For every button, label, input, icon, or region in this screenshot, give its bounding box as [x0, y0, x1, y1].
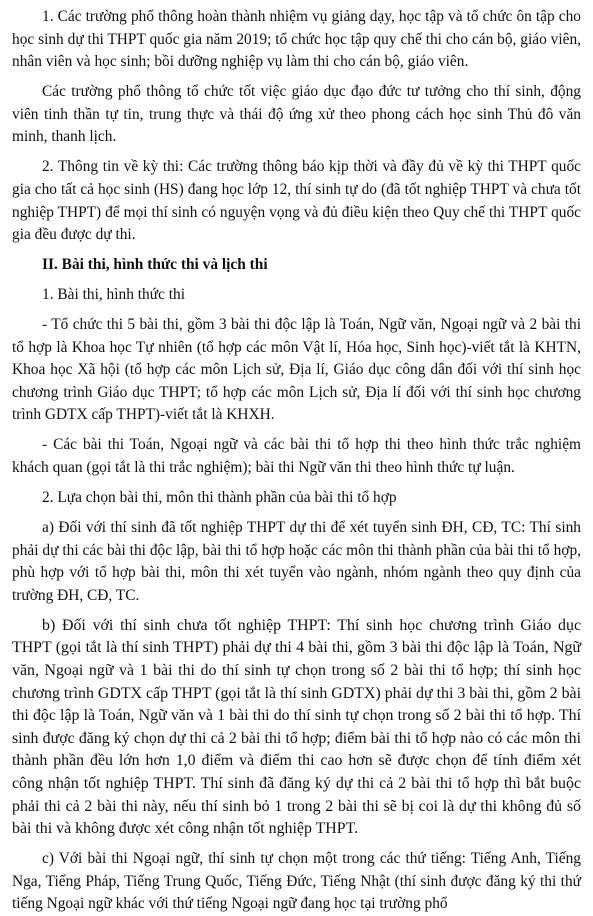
subsection-2-title: 2. Lựa chọn bài thi, môn thi thành phần của bài thi tổ hợp	[42, 489, 397, 507]
bullet-1: - Tổ chức thi 5 bài thi, gồm 3 bài thi độc lập là Toán, Ngữ văn, Ngoại ngữ và 2 bài thi tổ hợp là Khoa học Tự nhiên (tổ hợp các môn Vật lí, Hóa học, Sinh học)-viết tắt là KHTN, Khoa học Xã hội (tổ hợp các môn Lịch sử, Địa lí, Giáo dục công dân đối với thí sinh học chương trình Giáo dục THPT; tổ hợp các môn Lịch sử, Địa lí đối với thí sinh học chương trình GDTX cấp THPT)-viết tắt là KHXH.	[12, 316, 581, 424]
item-a: a) Đối với thí sinh đã tốt nghiệp THPT dự thi để xét tuyển sinh ĐH, CĐ, TC: Thí sinh phải dự thi các bài thi độc lập, bài thi tổ hợp hoặc các môn thi thành phần của bài thi tổ hợp, phù hợp với tổ hợp bài thi, môn thi xét tuyển vào ngành, nhóm ngành theo quy định của trường ĐH, CĐ, TC.	[12, 519, 581, 604]
section-heading: II. Bài thi, hình thức thi và lịch thi	[42, 256, 268, 274]
paragraph-2: Các trường phổ thông tổ chức tốt việc giáo dục đạo đức tư tưởng cho thí sinh, động viên tinh thần tự tin, trung thực và thái độ ứng xử theo phong cách học sinh Thủ đô văn minh, thanh lịch.	[12, 83, 581, 146]
paragraph-1: 1. Các trường phổ thông hoàn thành nhiệm vụ giảng dạy, học tập và tổ chức ôn tập cho học sinh dự thi THPT quốc gia năm 2019; tổ chức học tập quy chế thi cho cán bộ, giáo viên, nhân viên và học sinh; bồi dưỡng nghiệp vụ làm thi cho cán bộ, giáo viên.	[12, 8, 581, 71]
subsection-1-title: 1. Bài thi, hình thức thi	[42, 286, 186, 304]
item-c: c) Với bài thi Ngoại ngữ, thí sinh tự chọn một trong các thứ tiếng: Tiếng Anh, Tiếng Nga, Tiếng Pháp, Tiếng Trung Quốc, Tiếng Đức, Tiếng Nhật (thí sinh được đăng ký thi thứ tiếng Ngoại ngữ khác với thứ tiếng Ngoại ngữ đang học tại trường phổ	[12, 850, 581, 913]
item-b: b) Đối với thí sinh chưa tốt nghiệp THPT: Thí sinh học chương trình Giáo dục THPT (gọi tắt là thí sinh THPT) phải dự thi 4 bài thi, gồm 3 bài thi độc lập là Toán, Ngữ văn, Ngoại ngữ và 1 bài thi do thí sinh tự chọn trong số 2 bài thi tổ hợp; thí sinh học chương trình GDTX cấp THPT (gọi tắt là thí sinh GDTX) phải dự thi 3 bài thi, gồm 2 bài thi độc lập là Toán, Ngữ văn và 1 bài thi do thí sinh tự chọn trong số 2 bài thi tổ hợp. Thí sinh được đăng ký chọn dự thi cả 2 bài thi tổ hợp; điểm bài thi tổ hợp nào có các môn thi thành phần đều lớn hơn 1,0 điểm và điểm thi cao hơn sẽ được chọn để tính điểm xét công nhận tốt nghiệp THPT. Thí sinh đã đăng ký dự thi cả 2 bài thi tổ hợp thì bắt buộc phải thi cả 2 bài thi này, nếu thí sinh bỏ 1 trong 2 bài thi sẽ bị coi là dự thi không đủ số bài thi và không được xét công nhận tốt nghiệp THPT.	[12, 616, 581, 838]
paragraph-3: 2. Thông tin về kỳ thi: Các trường thông báo kịp thời và đầy đủ về kỳ thi THPT quốc gia cho tất cả học sinh (HS) đang học lớp 12, thí sinh tự do (đã tốt nghiệp THPT và chưa tốt nghiệp THPT) để mọi thí sinh có nguyện vọng và đủ điều kiện theo Quy chế thi THPT quốc gia đều được dự thi.	[12, 158, 581, 244]
bullet-2: - Các bài thi Toán, Ngoại ngữ và các bài thi tổ hợp thi theo hình thức trắc nghiệm khách quan (gọi tắt là thi trắc nghiệm); bài thi Ngữ văn thi theo hình thức tự luận.	[12, 436, 581, 477]
